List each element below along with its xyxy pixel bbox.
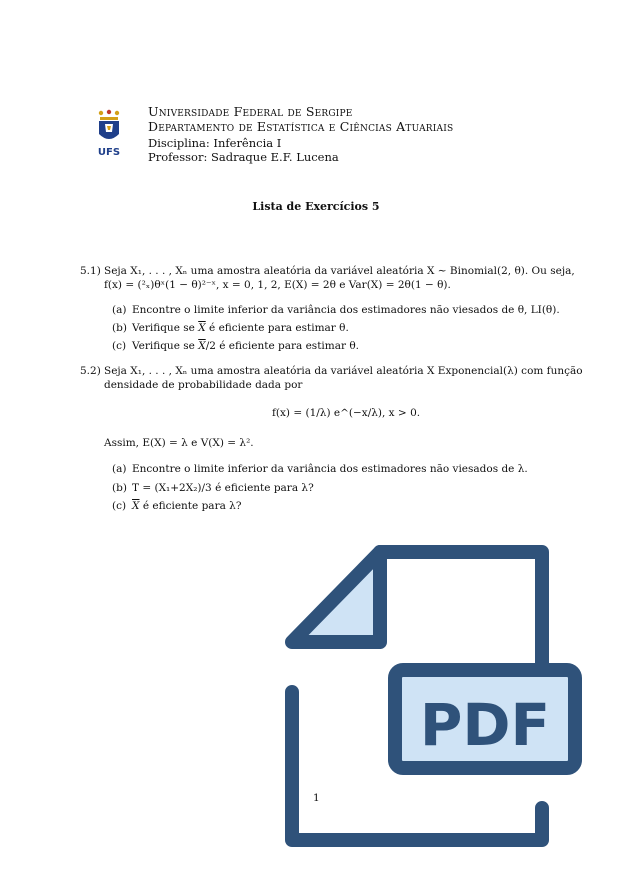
question-text: densidade de probabilidade dada por (104, 379, 303, 391)
item-label: (c) (112, 500, 127, 512)
page-number: 1 (313, 792, 320, 804)
item-text: Verifique se $\overline{X}$ é eficiente para estimar θ. (132, 322, 349, 334)
item-text: T = (X₁+2X₂)/3 é eficiente para λ? (132, 482, 314, 494)
course-name: Disciplina: Inferência I (148, 136, 282, 150)
question-number: 5.1) (80, 265, 101, 277)
item-label: (c) (112, 340, 127, 352)
item-text: Encontre o limite inferior da variância dos estimadores não viesados de λ. (132, 463, 528, 475)
xbar-symbol: $\overline{X}$ (132, 500, 140, 512)
professor-name: Professor: Sadraque E.F. Lucena (148, 150, 339, 164)
item-label: (b) (112, 482, 127, 494)
question-number: 5.2) (80, 365, 101, 377)
item-text: Encontre o limite inferior da variância dos estimadores não viesados de θ, LI(θ). (132, 304, 560, 316)
university-name: Universidade Federal de Sergipe (148, 104, 353, 119)
item-label: (a) (112, 463, 127, 475)
xbar-symbol: $\overline{X}$ (198, 322, 206, 334)
page-title: Lista de Exercícios 5 (252, 200, 380, 213)
pdf-label: PDF (419, 691, 551, 759)
item-label: (b) (112, 322, 127, 334)
density-formula: f(x) = (1/λ) e^(−x/λ), x > 0. (272, 407, 421, 419)
question-text: Seja X₁, . . . , Xₙ uma amostra aleatória da variável aleatória X ∼ Binomial(2, θ). Ou seja, (104, 265, 575, 277)
ufs-logo (94, 108, 124, 158)
question-text: f(x) = (²ₓ)θˣ(1 − θ)²⁻ˣ, x = 0, 1, 2, E(X) = 2θ e Var(X) = 2θ(1 − θ). (104, 279, 451, 291)
moments-text: Assim, E(X) = λ e V(X) = λ². (104, 437, 254, 449)
xbar-symbol: $\overline{X}$ (198, 340, 206, 352)
logo-text: UFS (97, 147, 121, 158)
item-text: Verifique se $\overline{X}/2$ é eficiente para estimar θ. (132, 340, 360, 352)
department-name: Departamento de Estatística e Ciências Atuariais (148, 119, 454, 134)
item-label: (a) (112, 304, 127, 316)
question-text: Seja X₁, . . . , Xₙ uma amostra aleatória da variável aleatória X Exponencial(λ) com função (104, 365, 583, 377)
pdf-file-icon (280, 540, 585, 850)
item-text: $\overline{X}$ é eficiente para λ? (132, 500, 242, 512)
